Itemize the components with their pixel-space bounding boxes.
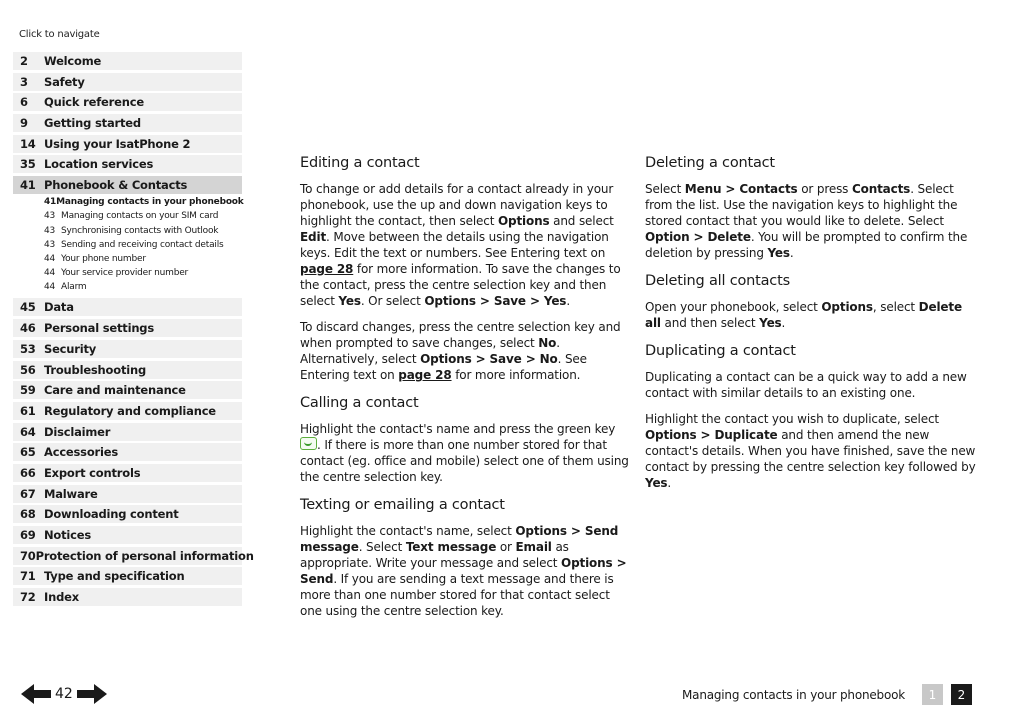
bold-term: Options > Send	[300, 556, 627, 586]
content-column-right	[645, 153, 977, 501]
nav-subitem-page: 44	[44, 268, 56, 279]
nav-item-page: 45	[20, 300, 36, 315]
bold-term: Yes	[759, 316, 782, 330]
nav-subitem-alarm[interactable]	[13, 280, 242, 294]
nav-item-page: 69	[20, 528, 36, 542]
page-link[interactable]: page 28	[300, 262, 354, 276]
nav-item-page: 61	[20, 403, 36, 418]
nav-subitem-service-provider-number[interactable]	[13, 266, 242, 280]
section-footer	[682, 684, 972, 705]
nav-item-safety[interactable]	[13, 73, 242, 91]
nav-item-label: Regulatory and compliance	[44, 403, 216, 418]
text: Select	[645, 182, 685, 196]
nav-subitem-label: Sending and receiving contact details	[61, 239, 224, 250]
text: . Move between the details using the navigation keys. Edit the text or numbers. See Entering text on	[300, 230, 609, 260]
nav-item-label: Notices	[44, 528, 92, 542]
nav-item-label: Malware	[44, 486, 98, 501]
nav-item-notices[interactable]	[13, 526, 242, 544]
bold-term: Options > Duplicate	[645, 428, 778, 442]
nav-item-page: 65	[20, 445, 36, 460]
bold-term: Yes	[338, 294, 361, 308]
nav-item-using-isatphone[interactable]	[13, 135, 242, 153]
nav-item-protection-personal-info[interactable]	[13, 547, 254, 565]
bold-term: Options	[821, 300, 873, 314]
nav-subitem-page: 44	[44, 282, 56, 293]
text: and select	[549, 214, 614, 228]
editing-paragraph-1	[300, 181, 632, 309]
nav-item-page: 14	[20, 136, 36, 151]
text: for more information.	[451, 368, 581, 382]
nav-item-label: Export controls	[44, 465, 141, 480]
nav-item-label: Welcome	[44, 54, 102, 68]
nav-subitem-label: Alarm	[61, 282, 87, 293]
bold-term: No	[538, 336, 557, 350]
arrow-right-icon[interactable]	[76, 682, 108, 706]
nav-item-label: Downloading content	[44, 507, 179, 522]
text: .	[789, 246, 794, 260]
nav-item-label: Location services	[44, 157, 154, 172]
duplicating-paragraph-1: Duplicating a contact can be a quick way to add a new contact with similar details to an existing one.	[645, 370, 967, 400]
nav-item-page: 46	[20, 321, 36, 336]
nav-item-label: Care and maintenance	[44, 383, 186, 398]
bold-term: Options > Save > No	[420, 352, 558, 366]
bold-term: Text message	[405, 540, 497, 554]
deleting-paragraph	[645, 181, 977, 261]
nav-item-page: 56	[20, 362, 36, 377]
nav-item-page: 2	[20, 54, 28, 68]
text: . You will be prompted to confirm the deletion by pressing	[645, 230, 968, 260]
nav-item-index[interactable]	[13, 588, 242, 606]
nav-item-page: 41	[20, 178, 36, 193]
page-tab-1[interactable]: 1	[922, 684, 943, 705]
text: and then amend the new contact's details. When you have finished, save the new contact by pressing the centre selection key followed by	[645, 428, 976, 474]
calling-paragraph	[300, 421, 632, 485]
nav-subitem-managing-contacts-sim[interactable]	[13, 209, 242, 223]
nav-item-label: Data	[44, 300, 74, 315]
nav-subitem-label: Your phone number	[61, 253, 146, 264]
text: .	[781, 316, 786, 330]
navigation-panel	[13, 28, 254, 609]
nav-item-getting-started[interactable]	[13, 114, 242, 132]
bold-term: Edit	[300, 230, 327, 244]
nav-item-downloading-content[interactable]	[13, 505, 242, 523]
bold-term: Email	[515, 540, 552, 554]
text: Open your phonebook, select	[645, 300, 822, 314]
heading-editing-contact: Editing a contact	[300, 155, 420, 171]
nav-item-accessories[interactable]	[13, 443, 242, 461]
nav-subitem-label: Managing contacts in your phonebook	[56, 197, 244, 208]
nav-item-page: 6	[20, 95, 28, 110]
nav-item-label: Phonebook & Contacts	[44, 178, 188, 193]
nav-item-page: 35	[20, 157, 36, 172]
nav-hint: Click to navigate	[19, 29, 100, 40]
nav-item-phonebook-contacts[interactable]	[13, 176, 242, 194]
green-call-key-icon	[300, 437, 317, 450]
heading-duplicating-contact: Duplicating a contact	[645, 343, 796, 359]
nav-item-page: 59	[20, 383, 36, 398]
nav-item-label: Safety	[44, 74, 85, 89]
page-link[interactable]: page 28	[398, 368, 452, 382]
nav-item-label: Troubleshooting	[44, 362, 147, 377]
page-tab-2[interactable]: 2	[951, 684, 972, 705]
nav-subitem-managing-contacts-phonebook[interactable]	[13, 195, 242, 209]
nav-subitem-sending-receiving-details[interactable]	[13, 238, 242, 252]
nav-subitem-page: 44	[44, 253, 56, 264]
nav-item-label: Personal settings	[44, 321, 154, 336]
nav-item-malware[interactable]	[13, 485, 242, 503]
nav-item-label: Type and specification	[44, 569, 185, 584]
nav-subitem-synchronising-outlook[interactable]	[13, 224, 242, 238]
page-number: 42	[55, 686, 73, 702]
nav-item-page: 72	[20, 590, 36, 605]
nav-item-label: Index	[44, 590, 79, 605]
nav-item-data[interactable]	[13, 298, 242, 316]
nav-item-page: 9	[20, 116, 28, 131]
nav-subitem-label: Your service provider number	[61, 268, 189, 279]
page-navigation	[20, 682, 108, 706]
heading-deleting-contact: Deleting a contact	[645, 155, 775, 171]
texting-paragraph	[300, 523, 632, 619]
deleting-all-paragraph	[645, 299, 977, 331]
bold-term: Options	[497, 214, 550, 228]
text: or press	[797, 182, 852, 196]
bold-term: Menu > Contacts	[684, 182, 798, 196]
nav-subitem-label: Managing contacts on your SIM card	[61, 211, 219, 222]
text: . See Entering text on	[300, 352, 587, 382]
nav-item-troubleshooting[interactable]	[13, 361, 242, 379]
nav-item-page: 53	[20, 341, 36, 356]
nav-subitem-page: 43	[44, 239, 56, 250]
nav-item-location-services[interactable]	[13, 155, 242, 173]
content-column-left	[300, 153, 632, 629]
nav-item-page: 3	[20, 74, 28, 89]
bold-term: Delete all	[645, 300, 962, 330]
bold-term: Option > Delete	[645, 230, 751, 244]
text: Highlight the contact's name, select	[300, 524, 516, 538]
text: .	[566, 294, 570, 308]
text: or	[496, 540, 516, 554]
bold-term: Yes	[767, 246, 790, 260]
nav-item-page: 67	[20, 486, 36, 501]
bold-term: Options > Save > Yes	[424, 294, 567, 308]
text: for more information. To save the changes to the contact, press the centre selection key and then select	[300, 262, 621, 308]
text: . Alternatively, select	[300, 336, 560, 366]
nav-item-care-maintenance[interactable]	[13, 381, 242, 399]
nav-item-disclaimer[interactable]	[13, 423, 242, 441]
text: . Select from the list. Use the navigation keys to highlight the stored contact that you would like to delete. Select	[645, 182, 958, 228]
editing-paragraph-2	[300, 319, 632, 383]
nav-item-label: Getting started	[44, 116, 141, 131]
nav-sublist	[13, 195, 242, 294]
nav-item-security[interactable]	[13, 340, 242, 358]
nav-item-label: Quick reference	[44, 95, 144, 110]
nav-list	[13, 52, 254, 606]
nav-item-label: Protection of personal information	[35, 548, 254, 563]
bold-term: Contacts	[851, 182, 911, 196]
nav-item-label: Using your IsatPhone 2	[44, 136, 191, 151]
nav-item-page: 68	[20, 507, 36, 522]
nav-item-quick-reference[interactable]	[13, 93, 242, 111]
nav-subitem-page: 43	[44, 211, 56, 222]
text: , select	[872, 300, 919, 314]
nav-item-welcome[interactable]	[13, 52, 242, 70]
text: To change or add details for a contact already in your phonebook, use the up and down navigation keys to highlight the contact, then select	[300, 182, 614, 228]
nav-item-regulatory-compliance[interactable]	[13, 402, 242, 420]
arrow-left-icon[interactable]	[20, 682, 52, 706]
text: . Select	[358, 540, 406, 554]
heading-deleting-all: Deleting all contacts	[645, 273, 790, 289]
text: and then select	[660, 316, 760, 330]
nav-item-page: 70	[20, 548, 36, 563]
text: . If there is more than one number stored for that contact (eg. office and mobile) select one of them using the centre selection key.	[300, 438, 629, 484]
bold-term: Yes	[645, 476, 668, 490]
text: . Or select	[360, 294, 425, 308]
text: To discard changes, press the centre selection key and when prompted to save changes, select	[300, 320, 621, 350]
duplicating-paragraph-2	[645, 411, 977, 491]
text: . If you are sending a text message and there is more than one number stored for that contact select one using the centre selection key.	[300, 572, 614, 618]
text: Highlight the contact you wish to duplicate, select	[645, 412, 939, 426]
nav-item-page: 64	[20, 424, 36, 439]
nav-subitem-your-phone-number[interactable]	[13, 252, 242, 266]
nav-item-label: Accessories	[44, 445, 118, 460]
nav-item-page: 66	[20, 465, 36, 480]
section-name: Managing contacts in your phonebook	[682, 687, 905, 702]
nav-subitem-page: 43	[44, 225, 56, 236]
bold-term: Options > Send message	[300, 524, 619, 554]
heading-texting-emailing: Texting or emailing a contact	[300, 497, 505, 513]
text: as appropriate. Write your message and select	[300, 540, 569, 570]
text: Highlight the contact's name and press the green key	[300, 422, 616, 436]
nav-item-page: 71	[20, 569, 36, 584]
nav-subitem-page: 41	[44, 197, 57, 208]
text: .	[667, 476, 672, 490]
nav-item-label: Disclaimer	[44, 424, 111, 439]
nav-item-label: Security	[44, 341, 97, 356]
heading-calling-contact: Calling a contact	[300, 395, 419, 411]
nav-item-type-specification[interactable]	[13, 567, 242, 585]
nav-subitem-label: Synchronising contacts with Outlook	[61, 225, 219, 236]
nav-item-personal-settings[interactable]	[13, 319, 242, 337]
nav-item-export-controls[interactable]	[13, 464, 242, 482]
